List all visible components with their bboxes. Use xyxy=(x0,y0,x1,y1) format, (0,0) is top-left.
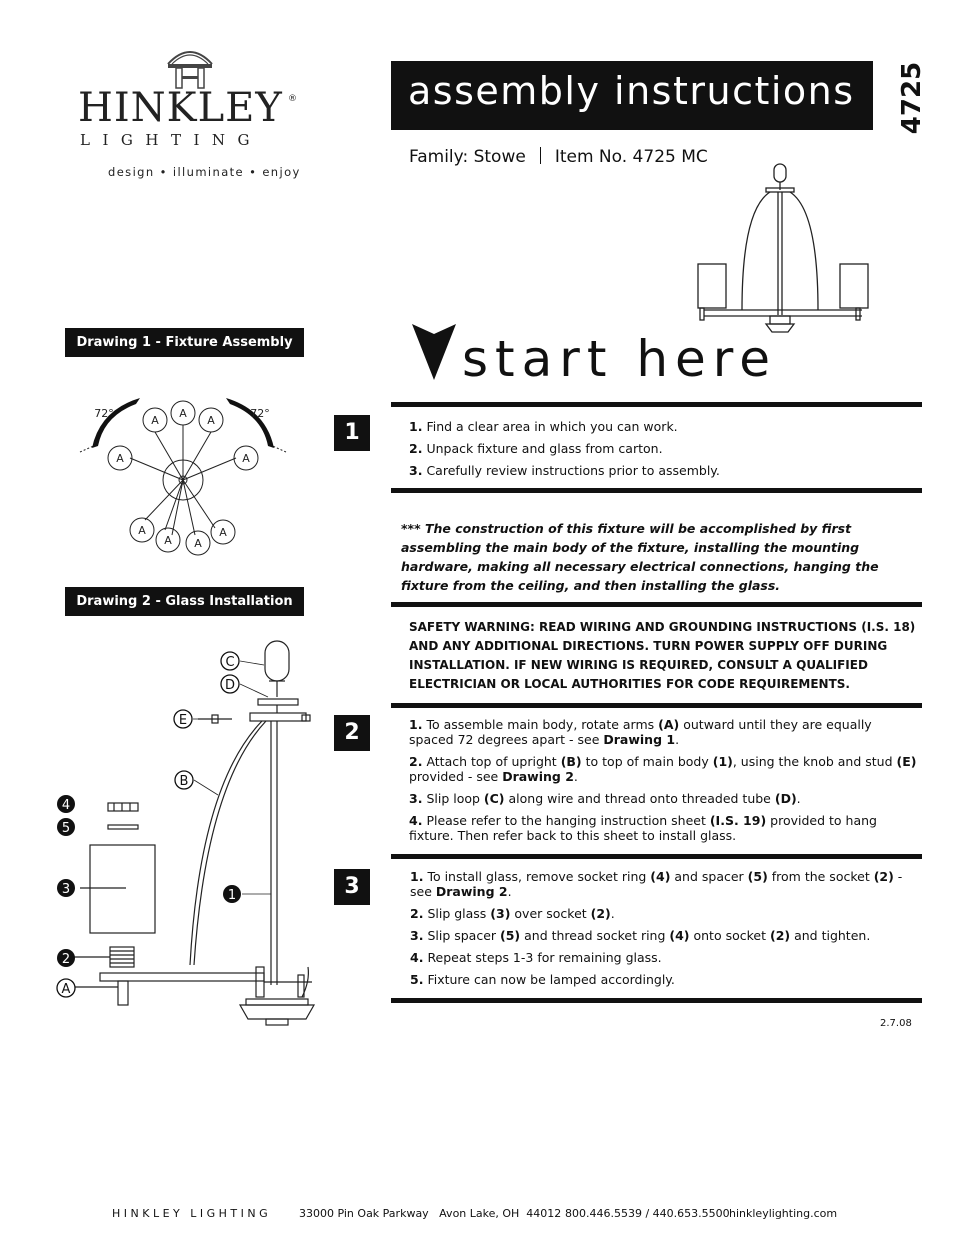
part-label-3: 3 xyxy=(61,882,71,897)
list-item: 2. Slip glass (3) over socket (2). xyxy=(410,906,615,921)
divider xyxy=(391,854,922,859)
list-item: 5. Fixture can now be lamped accordingly. xyxy=(410,972,675,987)
footer-address: 33000 Pin Oak Parkway Avon Lake, OH 44012 xyxy=(299,1207,562,1220)
divider xyxy=(391,602,922,607)
brand-tagline: design • illuminate • enjoy xyxy=(108,165,301,179)
arm-letter: A xyxy=(164,534,172,547)
part-label-b: B xyxy=(179,774,189,789)
start-arrow-icon xyxy=(410,320,458,382)
brand-registered-mark: ® xyxy=(288,94,297,104)
part-label-c: C xyxy=(225,655,235,670)
part-label-4: 4 xyxy=(61,798,71,813)
part-label-2: 2 xyxy=(61,952,71,967)
divider xyxy=(391,703,922,708)
brand-subtitle: LIGHTING xyxy=(80,131,262,149)
arm-letter: A xyxy=(219,526,227,539)
step-2-number: 2 xyxy=(334,715,370,751)
part-label-d: D xyxy=(224,678,236,693)
step-3-number: 3 xyxy=(334,869,370,905)
brand-logo-emblem xyxy=(164,44,216,90)
list-item: 2. Unpack fixture and glass from carton. xyxy=(409,441,663,456)
arm-letter: A xyxy=(116,452,124,465)
divider xyxy=(391,402,922,407)
list-item: 1. To assemble main body, rotate arms (A) outward until they are equally spaced 72 degrees apart - see Drawing 1. xyxy=(409,717,872,747)
arm-letter: A xyxy=(242,452,250,465)
item-label: Item No. 4725 MC xyxy=(554,147,708,167)
list-item: 3. Carefully review instructions prior to assembly. xyxy=(409,463,720,478)
family-item-line xyxy=(409,147,708,167)
part-label-a: A xyxy=(61,982,71,997)
angle-left-label: 72° xyxy=(94,407,114,420)
part-label-5: 5 xyxy=(61,821,71,836)
angle-right-label: 72° xyxy=(250,407,270,420)
drawing-2-glass-installation xyxy=(50,635,330,1035)
arm-letter: A xyxy=(194,537,202,550)
part-label-e: E xyxy=(178,713,188,728)
step-1-number: 1 xyxy=(334,415,370,451)
list-item: 2. Attach top of upright (B) to top of main body (1), using the knob and stud (E) provided - see Drawing 2. xyxy=(409,754,917,784)
separator xyxy=(540,147,541,164)
step-3-list xyxy=(410,869,920,994)
step-2-list xyxy=(409,717,919,850)
family-label: Family: Stowe xyxy=(409,147,526,167)
drawing-1-arm-rotation xyxy=(70,380,300,570)
list-item: 3. Slip spacer (5) and thread socket ring (4) onto socket (2) and tighten. xyxy=(410,928,871,943)
page-title: assembly instructions xyxy=(408,69,855,113)
drawing-1-label: Drawing 1 - Fixture Assembly xyxy=(65,328,304,357)
start-here-heading: start here xyxy=(462,330,778,388)
arm-letter: A xyxy=(151,414,159,427)
footer-phone: 800.446.5539 / 440.653.5500 xyxy=(565,1207,730,1220)
list-item: 1. Find a clear area in which you can work. xyxy=(409,419,678,434)
date-code: 2.7.08 xyxy=(880,1018,912,1029)
brand-name: HINKLEY xyxy=(78,85,283,131)
list-item: 1. To install glass, remove socket ring (4) and spacer (5) from the socket (2) - see Drawing 2. xyxy=(410,869,903,899)
step-1-list xyxy=(409,419,919,485)
safety-warning: SAFETY WARNING: READ WIRING AND GROUNDING INSTRUCTIONS (I.S. 18) AND ANY ADDITIONAL DIRECTIONS. TURN POWER SUPPLY OFF DURING INSTALLATION. IF NEW WIRING IS REQUIRED, CONSULT A QUALIFIED ELECTRICIAN OR LOCAL AUTHORITIES FOR CODE REQUIREMENTS. xyxy=(409,620,916,691)
model-number: 4725 xyxy=(897,61,927,135)
list-item: 4. Repeat steps 1-3 for remaining glass. xyxy=(410,950,662,965)
footer-brand: HINKLEY LIGHTING xyxy=(112,1207,272,1220)
construction-note: *** The construction of this fixture will be accomplished by first assembling the main body of the fixture, installing the mounting hardware, making all necessary electrical connections, hanging the fixture from the ceiling, and then installing the glass. xyxy=(401,521,879,593)
part-label-1: 1 xyxy=(227,888,237,903)
divider xyxy=(391,998,922,1003)
fixture-illustration xyxy=(690,160,870,340)
divider xyxy=(391,488,922,493)
drawing-2-label: Drawing 2 - Glass Installation xyxy=(65,587,304,616)
footer-website[interactable]: hinkleylighting.com xyxy=(729,1207,838,1220)
arm-letter: A xyxy=(138,524,146,537)
arm-letter: A xyxy=(179,407,187,420)
list-item: 3. Slip loop (C) along wire and thread onto threaded tube (D). xyxy=(409,791,801,806)
list-item: 4. Please refer to the hanging instruction sheet (I.S. 19) provided to hang fixture. Then refer back to this sheet to install glass. xyxy=(409,813,877,843)
arm-letter: A xyxy=(207,414,215,427)
